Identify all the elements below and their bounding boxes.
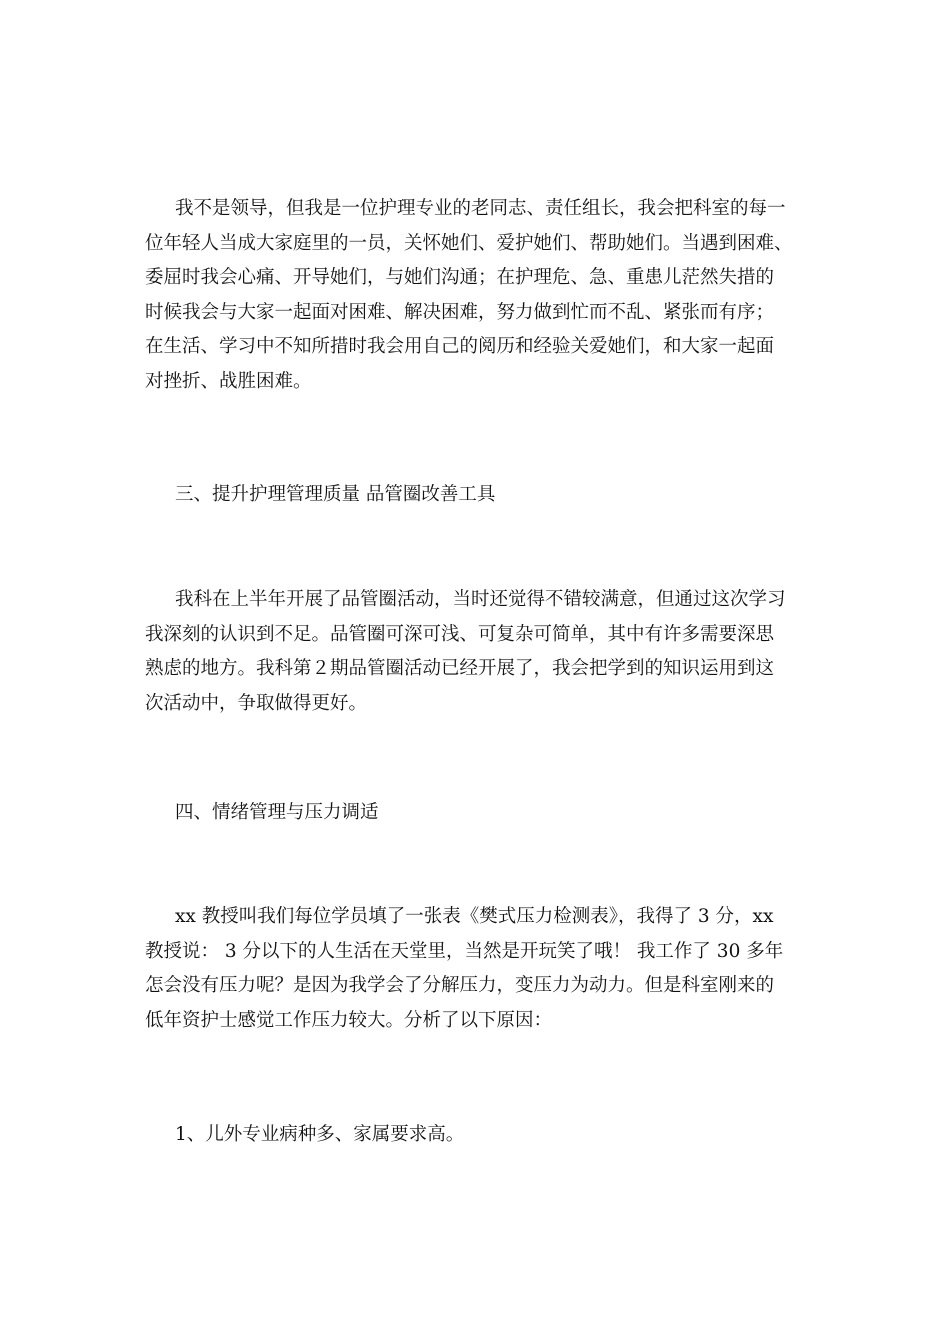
paragraph-line: 低年资护士感觉工作压力较大。分析了以下原因： bbox=[145, 1009, 553, 1031]
paragraph-line: 对挫折、战胜困难。 bbox=[145, 370, 312, 392]
paragraph-line: xx 教授叫我们每位学员填了一张表《樊式压力检测表》，我得了 3 分，xx bbox=[175, 906, 774, 927]
paragraph-care-for-colleagues bbox=[145, 192, 810, 400]
paragraph-line: 次活动中，争取做得更好。 bbox=[145, 692, 368, 714]
paragraph-line: 怎会没有压力呢？是因为我学会了分解压力，变压力为动力。但是科室刚来的 bbox=[145, 975, 775, 997]
paragraph-line: 教授说： 3 分以下的人生活在天堂里，当然是开玩笑了哦！ 我工作了 30 多年 bbox=[145, 940, 784, 962]
paragraph-quality-circle bbox=[145, 583, 810, 721]
paragraph-line: 委屈时我会心痛、开导她们，与她们沟通；在护理危、急、重患儿茫然失措的 bbox=[145, 267, 775, 289]
paragraph-line: 我深刻的认识到不足。品管圈可深可浅、可复杂可简单，其中有许多需要深思 bbox=[145, 623, 775, 645]
paragraph-stress-test bbox=[145, 900, 810, 1038]
paragraph-line: 熟虑的地方。我科第２期品管圈活动已经开展了，我会把学到的知识运用到这 bbox=[145, 658, 775, 680]
section-heading-quality-management: 三、提升护理管理质量 品管圈改善工具 bbox=[175, 484, 496, 505]
section-heading-stress-management: 四、情绪管理与压力调适 bbox=[175, 802, 379, 823]
paragraph-line: 在生活、学习中不知所措时我会用自己的阅历和经验关爱她们，和大家一起面 bbox=[145, 336, 775, 358]
paragraph-line: 我不是领导，但我是一位护理专业的老同志、责任组长，我会把科室的每一 bbox=[175, 198, 786, 219]
paragraph-line: 位年轻人当成大家庭里的一员，关怀她们、爱护她们、帮助她们。当遇到困难、 bbox=[145, 232, 793, 254]
paragraph-line: 我科在上半年开展了品管圈活动，当时还觉得不错较满意，但通过这次学习 bbox=[175, 589, 786, 610]
paragraph-line: 时候我会与大家一起面对困难、解决困难，努力做到忙而不乱、紧张而有序； bbox=[145, 301, 775, 323]
list-item: 1、儿外专业病种多、家属要求高。 bbox=[175, 1124, 465, 1145]
